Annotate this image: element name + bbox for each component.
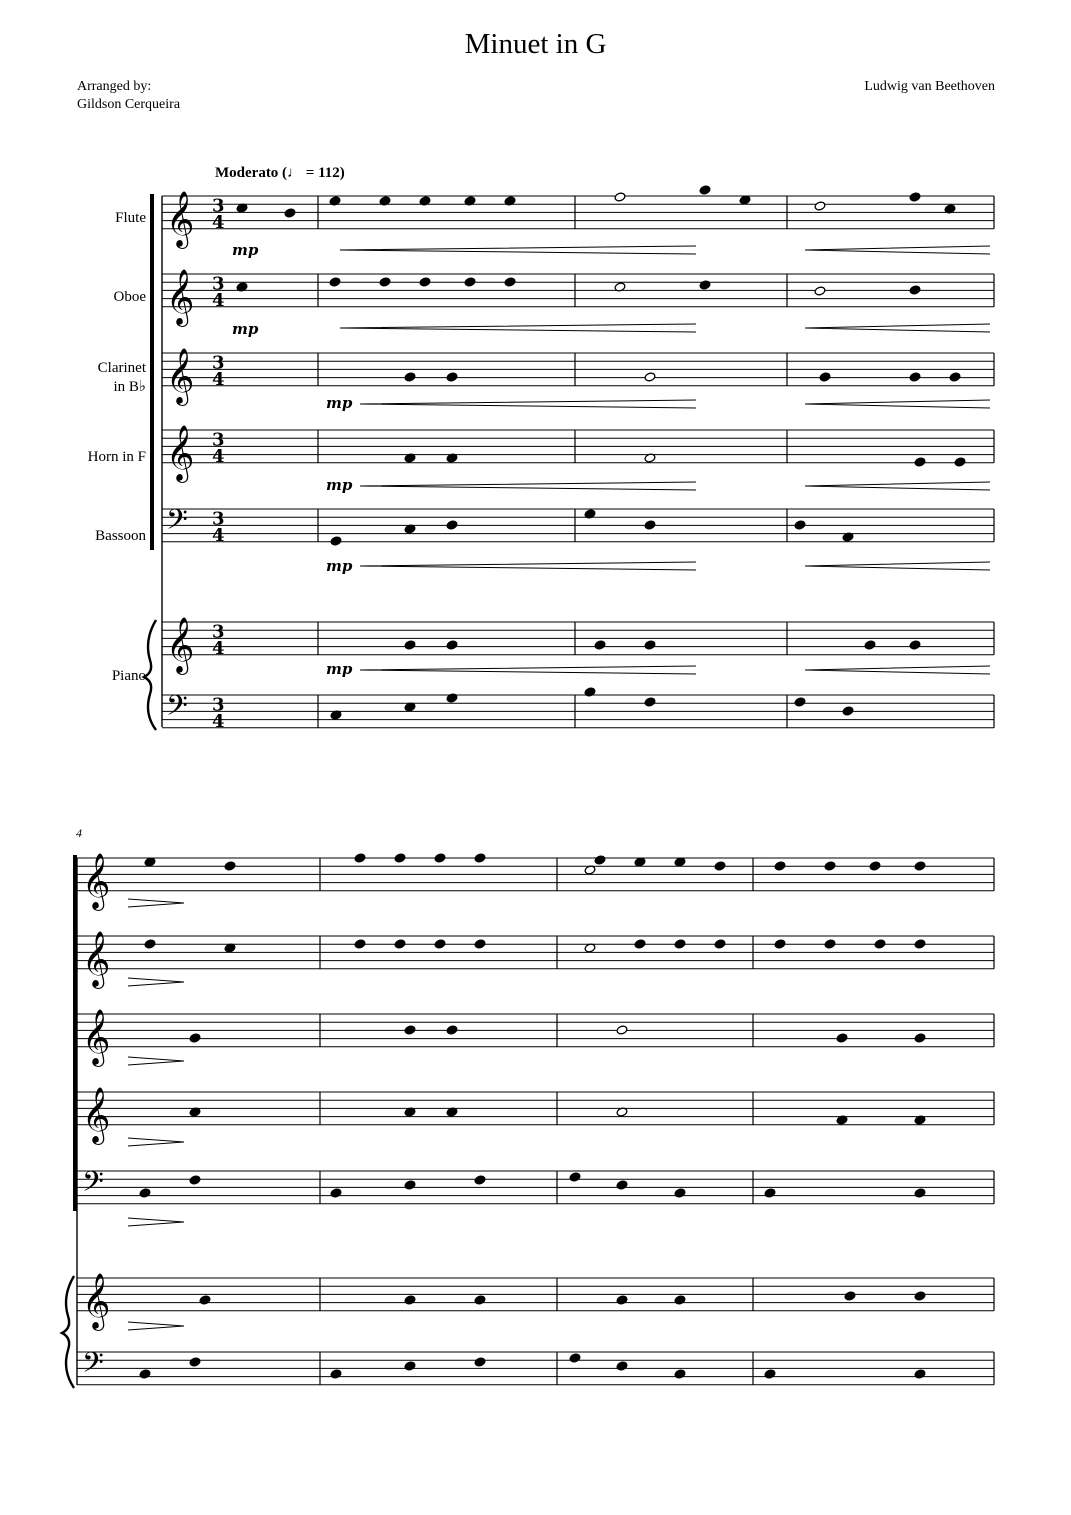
note-head [909, 285, 921, 295]
bass-clef-icon: 𝄢 [166, 503, 188, 544]
score-title: Minuet in G [464, 28, 607, 60]
note-head [569, 1353, 581, 1363]
note-head [794, 697, 806, 707]
note-head [330, 1188, 342, 1198]
bass-clef-icon: 𝄢 [82, 1165, 104, 1206]
crescendo-hairpin [805, 246, 990, 254]
diminuendo-hairpin [128, 1322, 184, 1330]
note-head [446, 372, 458, 382]
note-head [674, 1369, 686, 1379]
note-head [419, 277, 431, 287]
diminuendo-hairpin [128, 1138, 184, 1146]
note-head [404, 1180, 416, 1190]
note-head [446, 693, 458, 703]
note-head [404, 640, 416, 650]
note-head [394, 939, 406, 949]
time-signature-denominator: 4 [212, 524, 225, 546]
dynamic-mark: mp [232, 241, 259, 259]
treble-clef-icon: 𝄞 [82, 852, 111, 909]
time-signature-denominator: 4 [212, 289, 225, 311]
treble-clef-icon: 𝄞 [82, 1008, 111, 1065]
time-signature-denominator: 4 [212, 368, 225, 390]
instrument-label-bassoon: Bassoon [95, 528, 146, 544]
note-head [330, 1369, 342, 1379]
dynamic-mark: mp [326, 557, 353, 575]
note-head [864, 640, 876, 650]
measure-number: 4 [76, 826, 82, 840]
note-head [404, 1361, 416, 1371]
note-head [379, 277, 391, 287]
instrument-label-flute: Flute [115, 210, 146, 226]
note-head [584, 687, 596, 697]
diminuendo-hairpin [128, 1218, 184, 1226]
ensemble-bracket [73, 855, 77, 1211]
dynamic-mark: mp [232, 320, 259, 338]
note-head [614, 192, 626, 202]
note-head [954, 457, 966, 467]
crescendo-hairpin [805, 324, 990, 332]
note-head [189, 1357, 201, 1367]
treble-clef-icon: 𝄞 [166, 424, 195, 481]
note-head [914, 861, 926, 871]
ensemble-bracket [150, 194, 154, 550]
hairpins [128, 246, 990, 1330]
treble-clef-icon: 𝄞 [82, 1086, 111, 1143]
instrument-label-oboe: Oboe [113, 289, 146, 305]
note-head [634, 939, 646, 949]
note-head [644, 697, 656, 707]
note-head [644, 372, 656, 382]
instrument-label-piano: Piano [111, 668, 146, 684]
instrument-label-horn: Horn in F [87, 449, 146, 465]
time-signatures [212, 195, 225, 731]
time-signature-denominator: 4 [212, 211, 225, 233]
note-head [774, 861, 786, 871]
note-head [199, 1295, 211, 1305]
note-head [434, 853, 446, 863]
note-head [909, 192, 921, 202]
note-head [354, 853, 366, 863]
time-signature-numerator: 3 [212, 429, 225, 451]
treble-clef-icon: 𝄞 [166, 190, 195, 247]
note-head [144, 939, 156, 949]
diminuendo-hairpin [128, 899, 184, 907]
note-head [949, 372, 961, 382]
note-head [329, 277, 341, 287]
note-head [474, 853, 486, 863]
crescendo-hairpin [805, 482, 990, 490]
time-signature-numerator: 3 [212, 508, 225, 530]
note-head [504, 277, 516, 287]
note-head [464, 277, 476, 287]
treble-clef-icon: 𝄞 [82, 930, 111, 987]
note-head [914, 457, 926, 467]
note-head [699, 280, 711, 290]
bass-clef-icon: 𝄢 [166, 689, 188, 730]
time-signature-denominator: 4 [212, 710, 225, 732]
time-signature-numerator: 3 [212, 195, 225, 217]
note-head [914, 1291, 926, 1301]
treble-clef-icon: 𝄞 [166, 616, 195, 673]
crescendo-hairpin [805, 666, 990, 674]
note-head [764, 1369, 776, 1379]
crescendo-hairpin [360, 400, 696, 408]
note-head [644, 520, 656, 530]
note-head [842, 706, 854, 716]
diminuendo-hairpin [128, 1057, 184, 1065]
arranger-label: Arranged by: [77, 79, 152, 94]
note-head [714, 939, 726, 949]
piano-brace [62, 1276, 74, 1388]
note-head [394, 853, 406, 863]
treble-clef-icon: 𝄞 [166, 347, 195, 404]
crescendo-hairpin [805, 400, 990, 408]
piano-brace [144, 620, 156, 730]
note-head [139, 1369, 151, 1379]
note-head [139, 1188, 151, 1198]
note-head [794, 520, 806, 530]
dynamic-mark: mp [326, 476, 353, 494]
time-signature-denominator: 4 [212, 637, 225, 659]
time-signature-numerator: 3 [212, 352, 225, 374]
time-signature-numerator: 3 [212, 621, 225, 643]
clef-icons [82, 191, 194, 1387]
composer-name: Ludwig van Beethoven [864, 79, 995, 94]
tempo-marking: Moderato (♩ = 112) [215, 165, 345, 181]
note-head [674, 939, 686, 949]
note-head [594, 640, 606, 650]
time-signature-numerator: 3 [212, 694, 225, 716]
note-heads [139, 185, 966, 1379]
system-brackets [62, 194, 162, 1388]
note-head [764, 1188, 776, 1198]
note-head [616, 1180, 628, 1190]
instrument-label-clarinet: Clarinet [97, 360, 146, 376]
arranger-name: Gildson Cerqueira [77, 97, 181, 112]
time-signature-denominator: 4 [212, 445, 225, 467]
note-head [824, 939, 836, 949]
note-head [330, 536, 342, 546]
crescendo-hairpin [340, 246, 696, 254]
note-head [474, 1175, 486, 1185]
note-head [914, 1188, 926, 1198]
note-head [914, 1033, 926, 1043]
note-head [674, 1295, 686, 1305]
bass-clef-icon: 𝄢 [82, 1346, 104, 1387]
dynamic-mark: mp [326, 394, 353, 412]
note-head [616, 1295, 628, 1305]
note-head [714, 861, 726, 871]
dynamic-mark: mp [326, 660, 353, 678]
note-head [914, 1369, 926, 1379]
note-head [874, 939, 886, 949]
note-head [699, 185, 711, 195]
note-head [474, 1357, 486, 1367]
note-head [354, 939, 366, 949]
note-head [404, 1025, 416, 1035]
note-head [819, 372, 831, 382]
note-head [644, 640, 656, 650]
note-head [404, 1295, 416, 1305]
note-head [446, 1025, 458, 1035]
note-head [404, 372, 416, 382]
note-head [474, 939, 486, 949]
note-head [814, 286, 826, 296]
note-head [814, 201, 826, 211]
note-head [774, 939, 786, 949]
crescendo-hairpin [360, 666, 696, 674]
note-head [284, 208, 296, 218]
crescendo-hairpin [805, 562, 990, 570]
note-head [446, 520, 458, 530]
treble-clef-icon: 𝄞 [82, 1272, 111, 1329]
note-head [594, 855, 606, 865]
note-head [836, 1033, 848, 1043]
instrument-label-clarinet-key: in B♭ [113, 379, 146, 395]
note-head [189, 1175, 201, 1185]
note-head [434, 939, 446, 949]
note-head [446, 640, 458, 650]
note-head [869, 861, 881, 871]
treble-clef-icon: 𝄞 [166, 268, 195, 325]
note-head [616, 1361, 628, 1371]
time-signature-numerator: 3 [212, 273, 225, 295]
crescendo-hairpin [360, 562, 696, 570]
note-head [914, 939, 926, 949]
note-head [844, 1291, 856, 1301]
note-head [824, 861, 836, 871]
note-head [674, 1188, 686, 1198]
note-head [616, 1025, 628, 1035]
diminuendo-hairpin [128, 978, 184, 986]
note-head [909, 640, 921, 650]
note-head [909, 372, 921, 382]
note-head [474, 1295, 486, 1305]
crescendo-hairpin [360, 482, 696, 490]
note-head [569, 1172, 581, 1182]
note-head [224, 861, 236, 871]
note-head [189, 1033, 201, 1043]
crescendo-hairpin [340, 324, 696, 332]
